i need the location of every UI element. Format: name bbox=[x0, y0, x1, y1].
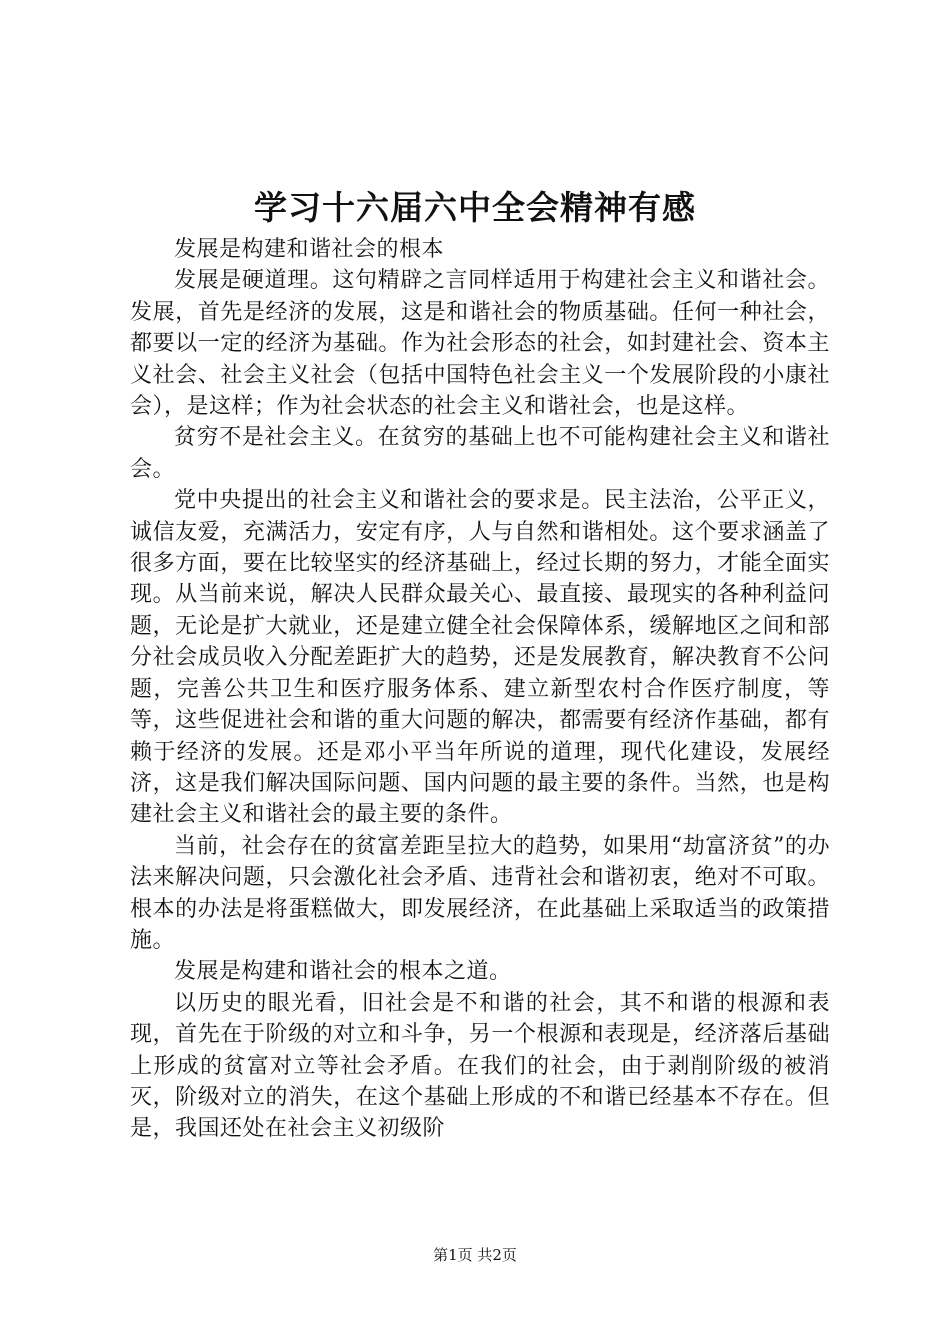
page-number-footer: 第1页 共2页 bbox=[433, 1246, 517, 1264]
document-body bbox=[130, 234, 830, 1145]
paragraph: 发展是构建和谐社会的根本之道。 bbox=[174, 959, 512, 985]
paragraph: 以历史的眼光看，旧社会是不和谐的社会，其不和谐的根源和表现，首先在于阶级的对立和斗争，另一个根源和表现是，经济落后基础上形成的贫富对立等社会矛盾。在我们的社会，由于剥削阶级的被消灭，阶级对立的消失，在这个基础上形成的不和谐已经基本不存在。但是，我国还处在社会主义初级阶 bbox=[130, 990, 830, 1142]
paragraph: 党中央提出的社会主义和谐社会的要求是。民主法治，公平正义，诚信友爱，充满活力，安定有序，人与自然和谐相处。这个要求涵盖了很多方面，要在比较坚实的经济基础上，经过长期的努力，才能全面实现。从当前来说，解决人民群众最关心、最直接、最现实的各种利益问题，无论是扩大就业，还是建立健全社会保障体系，缓解地区之间和部分社会成员收入分配差距扩大的趋势，还是发展教育，解决教育不公问题，完善公共卫生和医疗服务体系、建立新型农村合作医疗制度，等等，这些促进社会和谐的重大问题的解决，都需要有经济作基础，都有赖于经济的发展。还是邓小平当年所说的道理，现代化建设，发展经济，这是我们解决国际问题、国内问题的最主要的条件。当然，也是构建社会主义和谐社会的最主要的条件。 bbox=[130, 488, 830, 828]
paragraph: 当前，社会存在的贫富差距呈拉大的趋势，如果用“劫富济贫”的办法来解决问题，只会激化社会矛盾、违背社会和谐初衷，绝对不可取。根本的办法是将蛋糕做大，即发展经济，在此基础上采取适当的政策措施。 bbox=[130, 833, 830, 953]
paragraph: 发展是硬道理。这句精辟之言同样适用于构建社会主义和谐社会。发展，首先是经济的发展，这是和谐社会的物质基础。任何一种社会，都要以一定的经济为基础。作为社会形态的社会，如封建社会、资本主义社会、社会主义社会（包括中国特色社会主义一个发展阶段的小康社会），是这样；作为社会状态的社会主义和谐社会，也是这样。 bbox=[130, 268, 830, 420]
document-title: 学习十六届六中全会精神有感 bbox=[254, 188, 696, 227]
paragraph: 发展是构建和谐社会的根本 bbox=[174, 237, 445, 262]
paragraph: 贫穷不是社会主义。在贫穷的基础上也不可能构建社会主义和谐社会。 bbox=[130, 425, 830, 482]
